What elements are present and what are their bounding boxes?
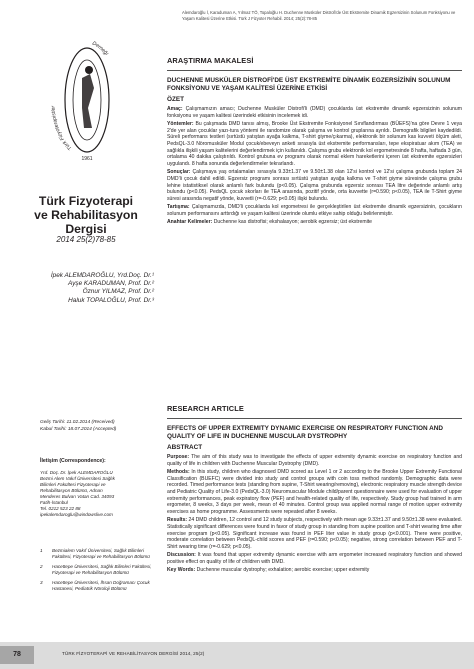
affiliation-list — [40, 548, 158, 596]
keywords-tr: Anahtar Kelimeler: Duchenne kas distrofisi; ekshalasyon; aerobik egzersiz; üst ekstremite — [167, 219, 372, 226]
svg-text:Derneği — [91, 40, 109, 57]
author: Ayşe KARADUMAN, Prof. Dr.² — [68, 280, 154, 288]
turkish-abstract — [167, 56, 462, 227]
logo-text-right: Derneği — [91, 40, 110, 57]
divider — [167, 70, 462, 71]
affiliation: 1 Bezmialem Vakıf Üniversitesi, Sağlık Bilimleri Fakültesi, Fizyoterapi ve Rehabilitasyon Bölümü — [40, 548, 150, 559]
logo-year: 1961 — [81, 156, 93, 162]
author: Öznur YILMAZ, Prof. Dr.² — [82, 288, 154, 296]
article-title-en: EFFECTS OF UPPER EXTREMITY DYNAMIC EXERCISE ON RESPIRATORY FUNCTION AND QUALITY OF LIFE IN DUCHENNE MUSCULAR DYSTROPHY — [167, 425, 444, 440]
running-head: Alemdaroğlu İ, Karaduman A, Yılmaz TÖ, Topaloğlu H. Duchenne Musküler Distrofi'de Üst Ekstremite Dinamik Egzersizinin Solunum Fonksiyonu ve Yaşam Kalitesi Üzerine Etkisi. Türk J Fizyoter Rehabil. 2014; 25(2):78-85 — [182, 10, 456, 21]
section-label-tr: ARAŞTIRMA MAKALESİ — [167, 56, 254, 65]
english-abstract — [167, 404, 462, 575]
divider — [167, 418, 462, 419]
correspondence-address: Yrd. Doç. Dr. İpek ALEMDAROĞLU Bezmi Alem Vakıf Üniversitesi Sağlık Bilimleri Fakültesi Fizyoterapi ve Rehabilitasyon Bölümü, Adnan Menderes Bulvarı Vatan Cad. 34093 Fatih-İstanbul Tel. 0212 523 22 88 ipekalemdaroglu@windowslive.com — [40, 470, 158, 518]
article-title-tr: DUCHENNE MUSKÜLER DİSTROFİ'DE ÜST EKSTREMİTE DİNAMİK EGZERSİZİNİN SOLUNUM FONKSİYONU VE YAŞAM KALİTESİ ÜZERİNE ETKİSİ — [167, 77, 451, 92]
article-dates — [40, 420, 158, 433]
received-date: Geliş Tarihi: 11.02.2014 (Received) — [40, 420, 115, 425]
svg-text:Türk Fizyoterapistler — [51, 105, 74, 151]
abstract-purpose-en: Purpose: The aim of this study was to investigate the effects of upper extremity dynamic exercise on respiratory function and quality of life in children with Duchenne Muscular Dystrophy (DMD). — [167, 454, 462, 467]
section-label-en: RESEARCH ARTICLE — [167, 404, 244, 413]
abstract-methods-tr: Yöntemler: Bu çalışmada DMD tanısı almış, Brooke Üst Ekstremite Fonksiyonel Sınıflandırması (BÜEFS)'na göre Devre 1 veya 2'de yer alan çocuklar yazı-tura yöntemi ile randomize olarak çalışma ve kontrol gruplarına ayrıldı. Demografik bilgileri kaydedildi. Süreli performans testleri (sırtüstü yatıştan ayağa kalkma, T-shirt giyme/çıkarma), elektronik bir solunum kas kuvveti ölçüm aleti, PedsQL-3.0 Nöromusküler Modul çocuk/ebeveyn anketi sırasıyla üst ekstremite performansları, tepe ekspiratuar akım (TEA) ve sağlıkla ilişkili yaşam kalitelerini değerlendirmek için kullanıldı. Çalışma grubu elektronik kol ergometresinde 8 hafta, haftada 3 gün, ortalama 40 dakika çalıştırıldı. Kontrol grubuna ev programı olarak normal eklem hareketlerini içeren üst ekstremite egzersizleri uygulandı. 8 hafta sonunda değerlendirmeler tekrarlandı. — [167, 120, 462, 168]
journal-title: Türk Fizyoterapi ve Rehabilitasyon Dergisi — [34, 194, 138, 236]
journal-issue: 2014 25(2)78-85 — [56, 235, 116, 244]
journal-logo — [42, 28, 132, 178]
accepted-date: Kabul Tarihi: 18.07.2014 (Accepted) — [40, 426, 117, 432]
abstract-heading-en: ABSTRACT — [167, 444, 203, 451]
author: Haluk TOPALOĞLU, Prof. Dr.³ — [68, 296, 154, 304]
abstract-methods-en: Methods: In this study, children who diagnosed DMD scored as Level 1 or 2 according to the Brooke Upper Extremity Functional Classification (BUEFC) were divided into study and control groups with coin toss method randomly. Demographic data were recorded. Timed performance tests (standing from supine, T-Shirt wearing/removing), electronic respiratory muscle strength device and Pediatric Quality of Life-3.0 (PedsQL-3.0) Neuromuscular Module child/parent questionnaire were used for evaluation of upper extremity performances, peak expiratory flow (PEF) and health-related quality of life, respectively. Study group had trained in arm ergometer, 8 weeks, 3 days per week, mean of 40 minutes. Control group was applied normal range of motion upper extremity exercises as home programme. Assessments were repeated after 8 weeks. — [167, 468, 462, 516]
footer-journal-line: TÜRK FİZYOTERAPİ VE REHABİLİTASYON DERGİSİ 2014, 25(2) — [62, 651, 205, 656]
page-footer — [0, 642, 474, 669]
abstract-heading-tr: ÖZET — [167, 96, 185, 103]
logo-text-left: Türk Fizyoterapistler — [50, 105, 74, 152]
journal-sidebar — [0, 0, 158, 642]
abstract-results-en: Results: 24 DMD children, 12 control and 12 study subjects, respectively with mean age 9.33±1.37 and 9.50±1.38 were evaluated. Statistically significant differences were found in favor of study group in standing from supine position and T-shirt wearing time after exercise program (p<0.05). Significant increase was found in PEF liter value in study group (p<0.001). There were positive, moderate correlation between PedsQL-child scores and PEF (r=0.590; p<0.05); negative, strong correlation between PEF and T-Shirt wearing time (r=-0.629; p<0.05). — [167, 517, 462, 551]
affiliation: 3 Hacettepe Üniversitesi, İhsan Doğramacı Çocuk Hastanesi, Pediatrik Nöroloji Bölümü — [40, 580, 150, 591]
keywords-en: Key Words: Duchenne muscular dystrophy; exhalation; aerobic exercise; upper extremity — [167, 567, 370, 574]
page-number: 78 — [0, 646, 34, 664]
correspondence-email: ipekalemdaroglu@windowslive.com — [40, 512, 113, 517]
abstract-discussion-tr: Tartışma: Çalışmamızda, DMD'li çocuklarda kol ergometresi ile gerçekleştirilen üst ekstremite dinamik egzersizinin, çocukların solunum performansını arttırdığı ve yaşam kalitesi üzerinde olumlu etkiye sahip olduğu belirlenmiştir. — [167, 204, 462, 218]
abstract-results-tr: Sonuçlar: Çalışmaya yaş ortalamaları sırasıyla 9.33±1.37 ve 9.50±1.38 olan 12'si kontrol ve 12'si çalışma grubunda toplam 24 DMD'li çocuk dahil edildi. Egzersiz programı sonrası sırtüstü yatıştan ayağa kalkma ve T-shirt giyme süresinde çalışma grubu lehine istatistiksel olarak anlamlı fark bulundu (p<0.05). Çalışma grubunda egzersiz sonrası TEA litre değerinde anlamlı artış bulundu (p<0.05). PedsQL çocuk skorları ile TEA arasında, pozitif yönde, orta kuvvette (r=0.590; p<0.05), TEA ile T-Shirt giyme süresi arasında negatif yönde, kuvvetli (r=-0.629; p<0.05) ilişki bulundu. — [167, 169, 462, 203]
abstract-purpose-tr: Amaç: Çalışmamızın amacı; Duchenne Musküler Distrofi'li (DMD) çocuklarda üst ekstremite dinamik egzersizinin solunum fonksiyonu ve yaşam kalitesi üzerindeki etkisinin incelemek idi. — [167, 106, 462, 119]
author-list — [10, 272, 154, 305]
correspondence-heading: İletişim (Correspondence): — [40, 458, 106, 464]
affiliation: 2 Hacettepe Üniversitesi, Sağlık Bilimleri Fakültesi, Fizyoterapi ve Rehabilitasyon Bölümü — [40, 564, 152, 575]
abstract-discussion-en: Discussion: It was found that upper extremity dynamic exercise with arm ergometer increased respiratory function and showed positive effect on quality of life of children with DMD. — [167, 552, 462, 566]
author: İpek ALEMDAROĞLU, Yrd.Doç. Dr.¹ — [50, 272, 154, 279]
